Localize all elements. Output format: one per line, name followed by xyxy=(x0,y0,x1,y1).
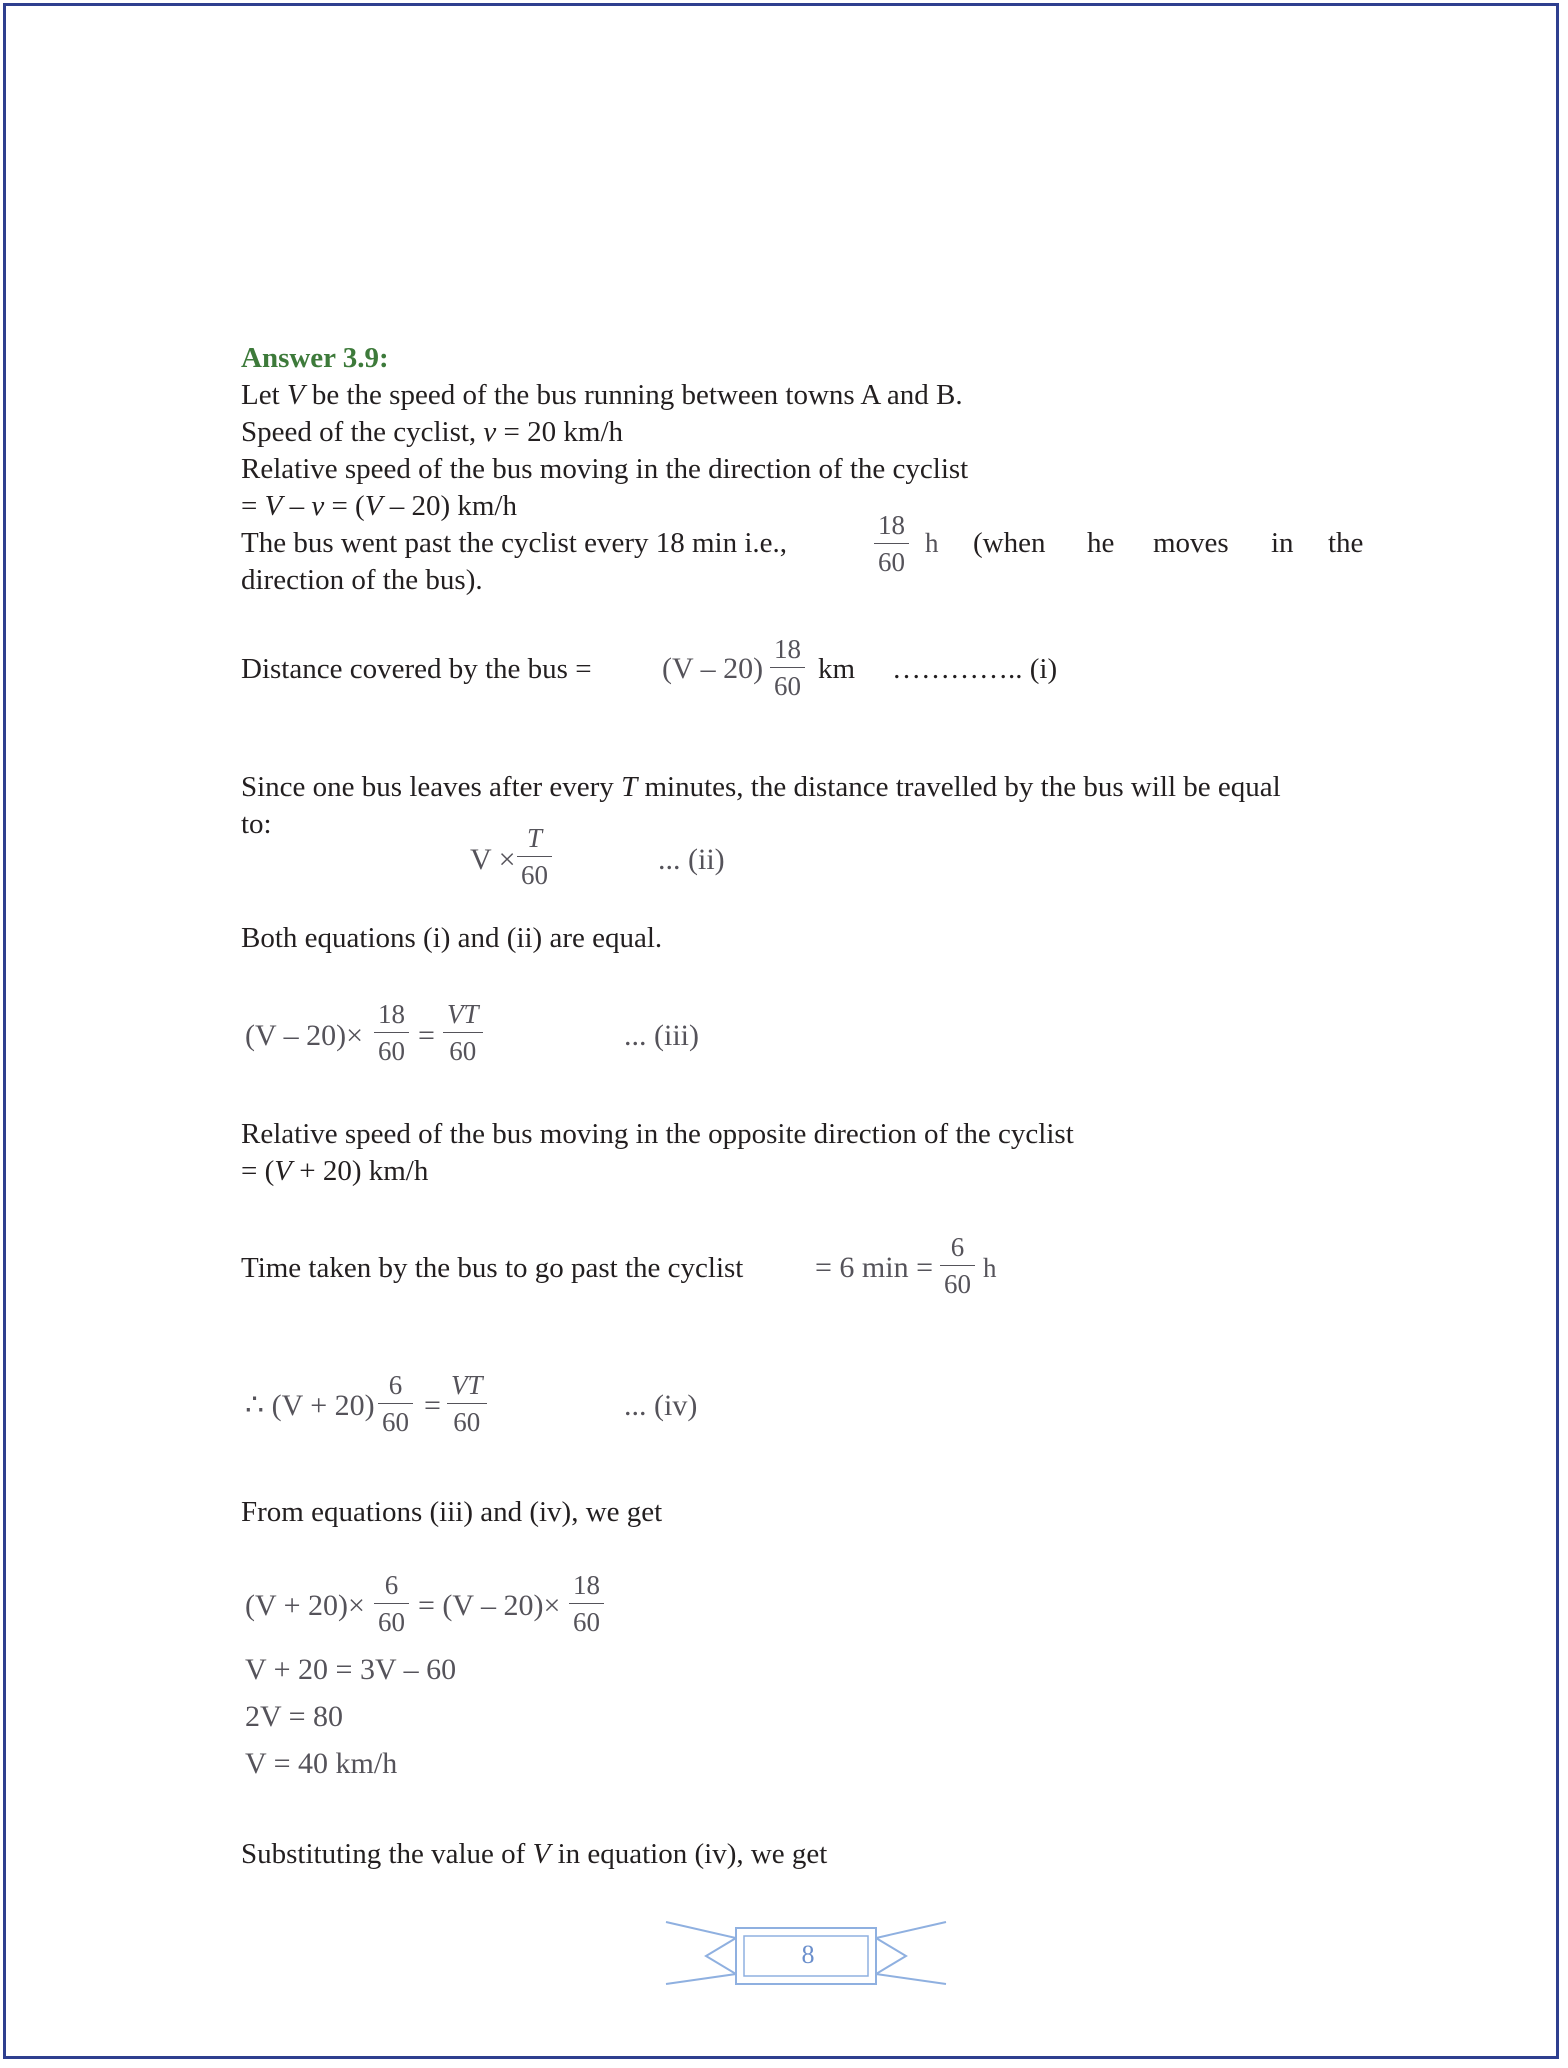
line-relative-speed: Relative speed of the bus moving in the direction of the cyclist xyxy=(241,453,969,485)
step-3: V = 40 km/h xyxy=(245,1747,398,1780)
eq3-fraction-left: 18 60 xyxy=(374,999,409,1066)
line-since-one-bus: Since one bus leaves after every T minutes, the distance travelled by the bus will be equal xyxy=(241,771,1281,803)
line-to: to: xyxy=(241,808,272,840)
word-in: in xyxy=(1271,527,1294,559)
step-2: 2V = 80 xyxy=(245,1700,344,1733)
eq4-tag: ... (iv) xyxy=(624,1389,698,1422)
eq1-fraction: 18 60 xyxy=(770,634,805,701)
fraction-18-60: 18 60 xyxy=(874,510,909,577)
eq1-unit-km: km xyxy=(818,653,856,685)
eq5-expression: (V + 20)× xyxy=(245,1589,365,1622)
eq5-fraction-right: 18 60 xyxy=(569,1570,604,1637)
word-the: the xyxy=(1328,527,1364,559)
step-1: V + 20 = 3V – 60 xyxy=(245,1653,457,1686)
page-number: 8 xyxy=(801,1940,815,1969)
time-expression: = 6 min = xyxy=(815,1251,934,1284)
line-time-taken: Time taken by the bus to go past the cyclist xyxy=(241,1252,744,1284)
line-substituting: Substituting the value of V in equation (iv), we get xyxy=(241,1838,828,1870)
line-direction: direction of the bus). xyxy=(241,564,483,596)
eq5-middle: = (V – 20)× xyxy=(418,1589,561,1622)
time-unit-h: h xyxy=(983,1253,997,1283)
page-border xyxy=(3,3,1559,2059)
line-opposite-speed-value: = (V + 20) km/h xyxy=(241,1155,429,1187)
line-from-equations: From equations (iii) and (iv), we get xyxy=(241,1496,663,1528)
eq4-fraction-right: VT 60 xyxy=(447,1370,487,1437)
eq2-fraction: T 60 xyxy=(517,823,552,890)
unit-h: h xyxy=(925,528,939,558)
eq5-fraction-left: 6 60 xyxy=(374,1570,409,1637)
time-fraction: 6 60 xyxy=(940,1232,975,1299)
line-both-equations: Both equations (i) and (ii) are equal. xyxy=(241,922,663,954)
line-opposite-direction: Relative speed of the bus moving in the opposite direction of the cyclist xyxy=(241,1118,1074,1150)
line-distance-covered: Distance covered by the bus = xyxy=(241,653,592,685)
word-he: he xyxy=(1087,527,1115,559)
line-let-v: Let V be the speed of the bus running between towns A and B. xyxy=(241,379,963,411)
eq1-tag: ………….. (i) xyxy=(892,653,1058,685)
line-relative-speed-value: = V – v = (V – 20) km/h xyxy=(241,490,517,522)
word-moves: moves xyxy=(1153,527,1229,559)
line-cyclist-speed: Speed of the cyclist, v = 20 km/h xyxy=(241,416,624,448)
eq4-equals: = xyxy=(424,1389,441,1422)
eq3-equals: = xyxy=(418,1019,435,1052)
eq2-expression: V × xyxy=(470,843,516,876)
eq4-expression: ∴ (V + 20) xyxy=(245,1389,375,1422)
word-when: (when xyxy=(973,527,1046,559)
eq3-expression: (V – 20)× xyxy=(245,1019,364,1052)
answer-heading: Answer 3.9: xyxy=(241,342,389,374)
eq4-fraction-left: 6 60 xyxy=(378,1370,413,1437)
eq1-expression: (V – 20) xyxy=(662,652,764,685)
line-bus-went-past: The bus went past the cyclist every 18 min i.e., xyxy=(241,527,788,559)
eq3-fraction-right: VT 60 xyxy=(443,999,483,1066)
eq3-tag: ... (iii) xyxy=(624,1019,699,1052)
eq2-tag: ... (ii) xyxy=(658,843,725,876)
